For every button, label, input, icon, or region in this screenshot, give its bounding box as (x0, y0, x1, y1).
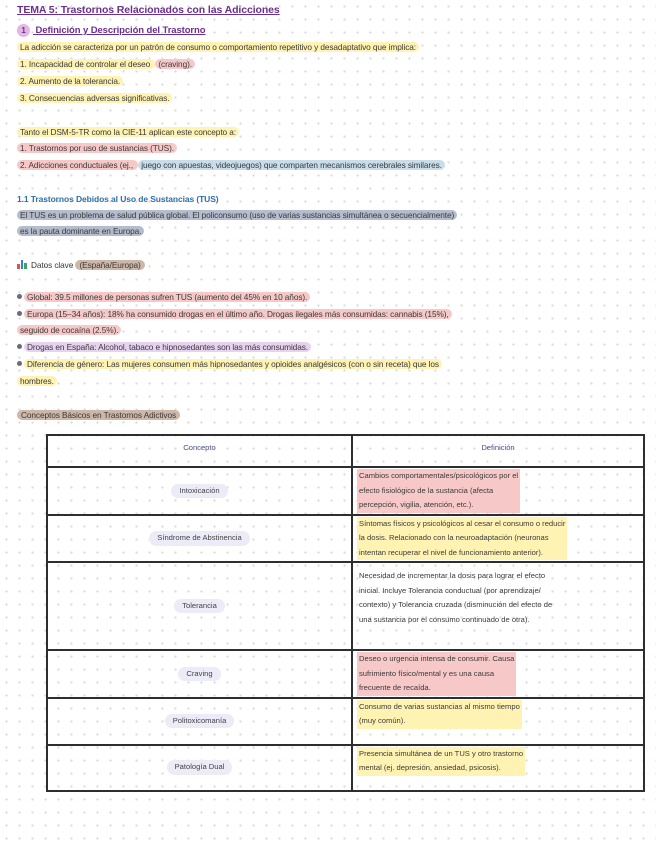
intro-text: La adicción se caracteriza por un patrón de consumo o comportamiento repetitivo y desadaptativo que implica: (17, 42, 419, 52)
list-item-3 (17, 93, 172, 103)
key-data-bullet-3 (17, 342, 311, 352)
list-item-1 (17, 59, 195, 69)
list-item-3-text: 3. Consecuencias adversas significativas. (17, 93, 172, 103)
intro-line (17, 42, 419, 52)
definition-line: percepción, vigilia, atención, etc.). (359, 500, 474, 509)
bullet-text: 39.5 millones de personas sufren TUS (aumento del 45% en 10 años). (54, 292, 308, 302)
section-1-1-line-2-text: es la pauta dominante en Europa. (17, 226, 144, 236)
definition-line: contexto) y Tolerancia cruzada (disminución del efecto de (359, 600, 553, 609)
section-1-1-line-1 (17, 210, 457, 220)
page-title: TEMA 5: Trastornos Relacionados con las Adicciones (17, 4, 280, 16)
definition-line: una sustancia por el consumo continuado de otra). (359, 614, 530, 624)
list-item-1-text: 1. Incapacidad de controlar el deseo (17, 59, 155, 69)
table-header-row (47, 435, 644, 467)
bullet-prefix: Drogas en España: (27, 342, 99, 352)
key-data-bullet-4-body (24, 359, 442, 369)
key-data-label-highlight: (España/Europa) (75, 260, 144, 270)
concept-pill: Intoxicación (171, 484, 227, 499)
bullet-prefix: Diferencia de género: (27, 359, 107, 369)
key-data-bullet-4 (17, 359, 442, 369)
concept-cell (47, 745, 352, 791)
bullet-text: Las mujeres consumen más hipnosedantes y opioides analgésicos (con o sin receta) que los (106, 359, 439, 369)
definition-line: sufrimiento físico/mental y es una causa (359, 668, 495, 678)
definition-cell (352, 467, 644, 515)
bullet-text: Alcohol, tabaco e hipnosedantes son las más consumidas. (98, 342, 308, 352)
definition-line: Necesidad de incrementar la dosis para lograr el efecto (359, 571, 546, 580)
frameworks-intro (17, 127, 239, 137)
bullet-prefix: Europa (15–34 años): (27, 309, 108, 319)
framework-item-2 (17, 160, 445, 170)
bullet-continuation: hombres. (17, 376, 57, 386)
definition-cell (352, 515, 644, 563)
list-item-2 (17, 76, 123, 86)
definition-text (357, 564, 554, 627)
table-row (47, 562, 644, 650)
table-row (47, 467, 644, 515)
bullet-dot (17, 361, 22, 366)
bullet-dot (17, 344, 22, 349)
section-1-1-line-2 (17, 226, 144, 236)
definition-line: Presencia simultánea de un TUS y otro trastorno (359, 748, 524, 758)
bullet-prefix: Global: (27, 292, 55, 302)
definition-line: Síntomas físicos y psicológicos al cesar el consumo o reducir (359, 518, 566, 528)
bar-chart-icon (17, 260, 27, 269)
definition-line: mental (ej. depresión, ansiedad, psicosis). (359, 763, 501, 772)
definition-line: Cambios comportamentales/psicológicos por el (359, 471, 519, 480)
definition-text (357, 652, 516, 696)
concept-pill: Tolerancia (174, 599, 225, 614)
concept-pill: Craving (178, 667, 220, 682)
table-row (47, 515, 644, 563)
definition-cell (352, 745, 644, 791)
framework-item-1-text: 1. Trastornos por uso de sustancias (TUS). (17, 143, 177, 153)
concept-cell (47, 515, 352, 563)
frameworks-intro-text: Tanto el DSM-5-TR como la CIE-11 aplican este concepto a: (17, 127, 239, 137)
section-1-1-line-1-text: El TUS es un problema de salud pública global. El policonsumo (uso de varias sustancias simultánea o secuencialmente) (17, 210, 457, 220)
column-header-definition: Definición (352, 435, 644, 467)
section-1-1-heading: 1.1 Trastornos Debidos al Uso de Sustancias (TUS) (17, 194, 219, 204)
bullet-text: 18% ha consumido drogas en el último año. Drogas ilegales más consumidas: cannabis (15%), (107, 309, 449, 319)
definition-text (357, 469, 520, 513)
definition-line: Consumo de varias sustancias al mismo tiempo (359, 701, 520, 711)
list-item-2-text: 2. Aumento de la tolerancia. (17, 76, 123, 86)
key-data-label: Datos clave (31, 260, 76, 270)
concept-cell (47, 650, 352, 698)
definition-text (357, 517, 567, 561)
definition-text (357, 700, 522, 729)
definition-line: intentan recuperar el nivel de funcionamiento anterior). (359, 547, 544, 557)
concept-cell (47, 698, 352, 745)
definition-line: la dosis. Relacionado con la neuroadaptación (neuronas (359, 533, 549, 542)
table-row (47, 650, 644, 698)
list-item-1-highlight: (craving). (155, 59, 195, 69)
section-number-badge: 1 (17, 24, 30, 37)
concepts-table (46, 434, 645, 792)
definition-line: (muy común). (359, 716, 406, 725)
key-data-bullet-1-body (24, 292, 310, 302)
key-data-bullet-2-cont (17, 325, 121, 335)
definition-text (357, 747, 525, 776)
key-data-bullet-2 (17, 309, 452, 319)
framework-item-2-text: 2. Adicciones conductuales (ej., (17, 160, 138, 170)
definition-cell (352, 562, 644, 650)
column-header-concept: Concepto (47, 435, 352, 467)
bullet-continuation: seguido de cocaína (2.5%). (17, 325, 121, 335)
section-1-heading-text: Definición y Descripción del Trastorno (35, 25, 206, 36)
key-data-bullet-2-body (24, 309, 452, 319)
definition-cell (352, 650, 644, 698)
framework-item-1 (17, 143, 177, 153)
framework-item-2-highlight: juego con apuestas, videojuegos) que comparten mecanismos cerebrales similares. (138, 160, 445, 170)
concept-pill: Patología Dual (167, 760, 233, 775)
definition-line: inicial. Incluye Tolerancia conductual (por aprendizaje/ (359, 585, 541, 595)
definition-line: Deseo o urgencia intensa de consumir. Causa (359, 654, 515, 663)
bullet-dot (17, 311, 22, 316)
concept-cell (47, 467, 352, 515)
concept-pill: Síndrome de Abstinencia (149, 531, 249, 546)
definition-cell (352, 698, 644, 745)
concepts-heading (17, 410, 180, 420)
bullet-dot (17, 294, 22, 299)
table-row (47, 745, 644, 791)
concept-cell (47, 562, 352, 650)
key-data-bullet-3-body (24, 342, 311, 352)
definition-line: frecuente de recaída. (359, 683, 431, 692)
key-data-bullet-4-cont (17, 376, 57, 386)
table-row (47, 698, 644, 745)
concept-pill: Politoxicomanía (165, 714, 235, 729)
concepts-heading-text: Conceptos Básicos en Trastornos Adictivos (17, 410, 180, 420)
key-data-heading (17, 260, 145, 270)
section-1-heading (17, 24, 205, 37)
key-data-bullet-1 (17, 292, 310, 302)
definition-line: efecto fisiológico de la sustancia (afecta (359, 485, 494, 495)
